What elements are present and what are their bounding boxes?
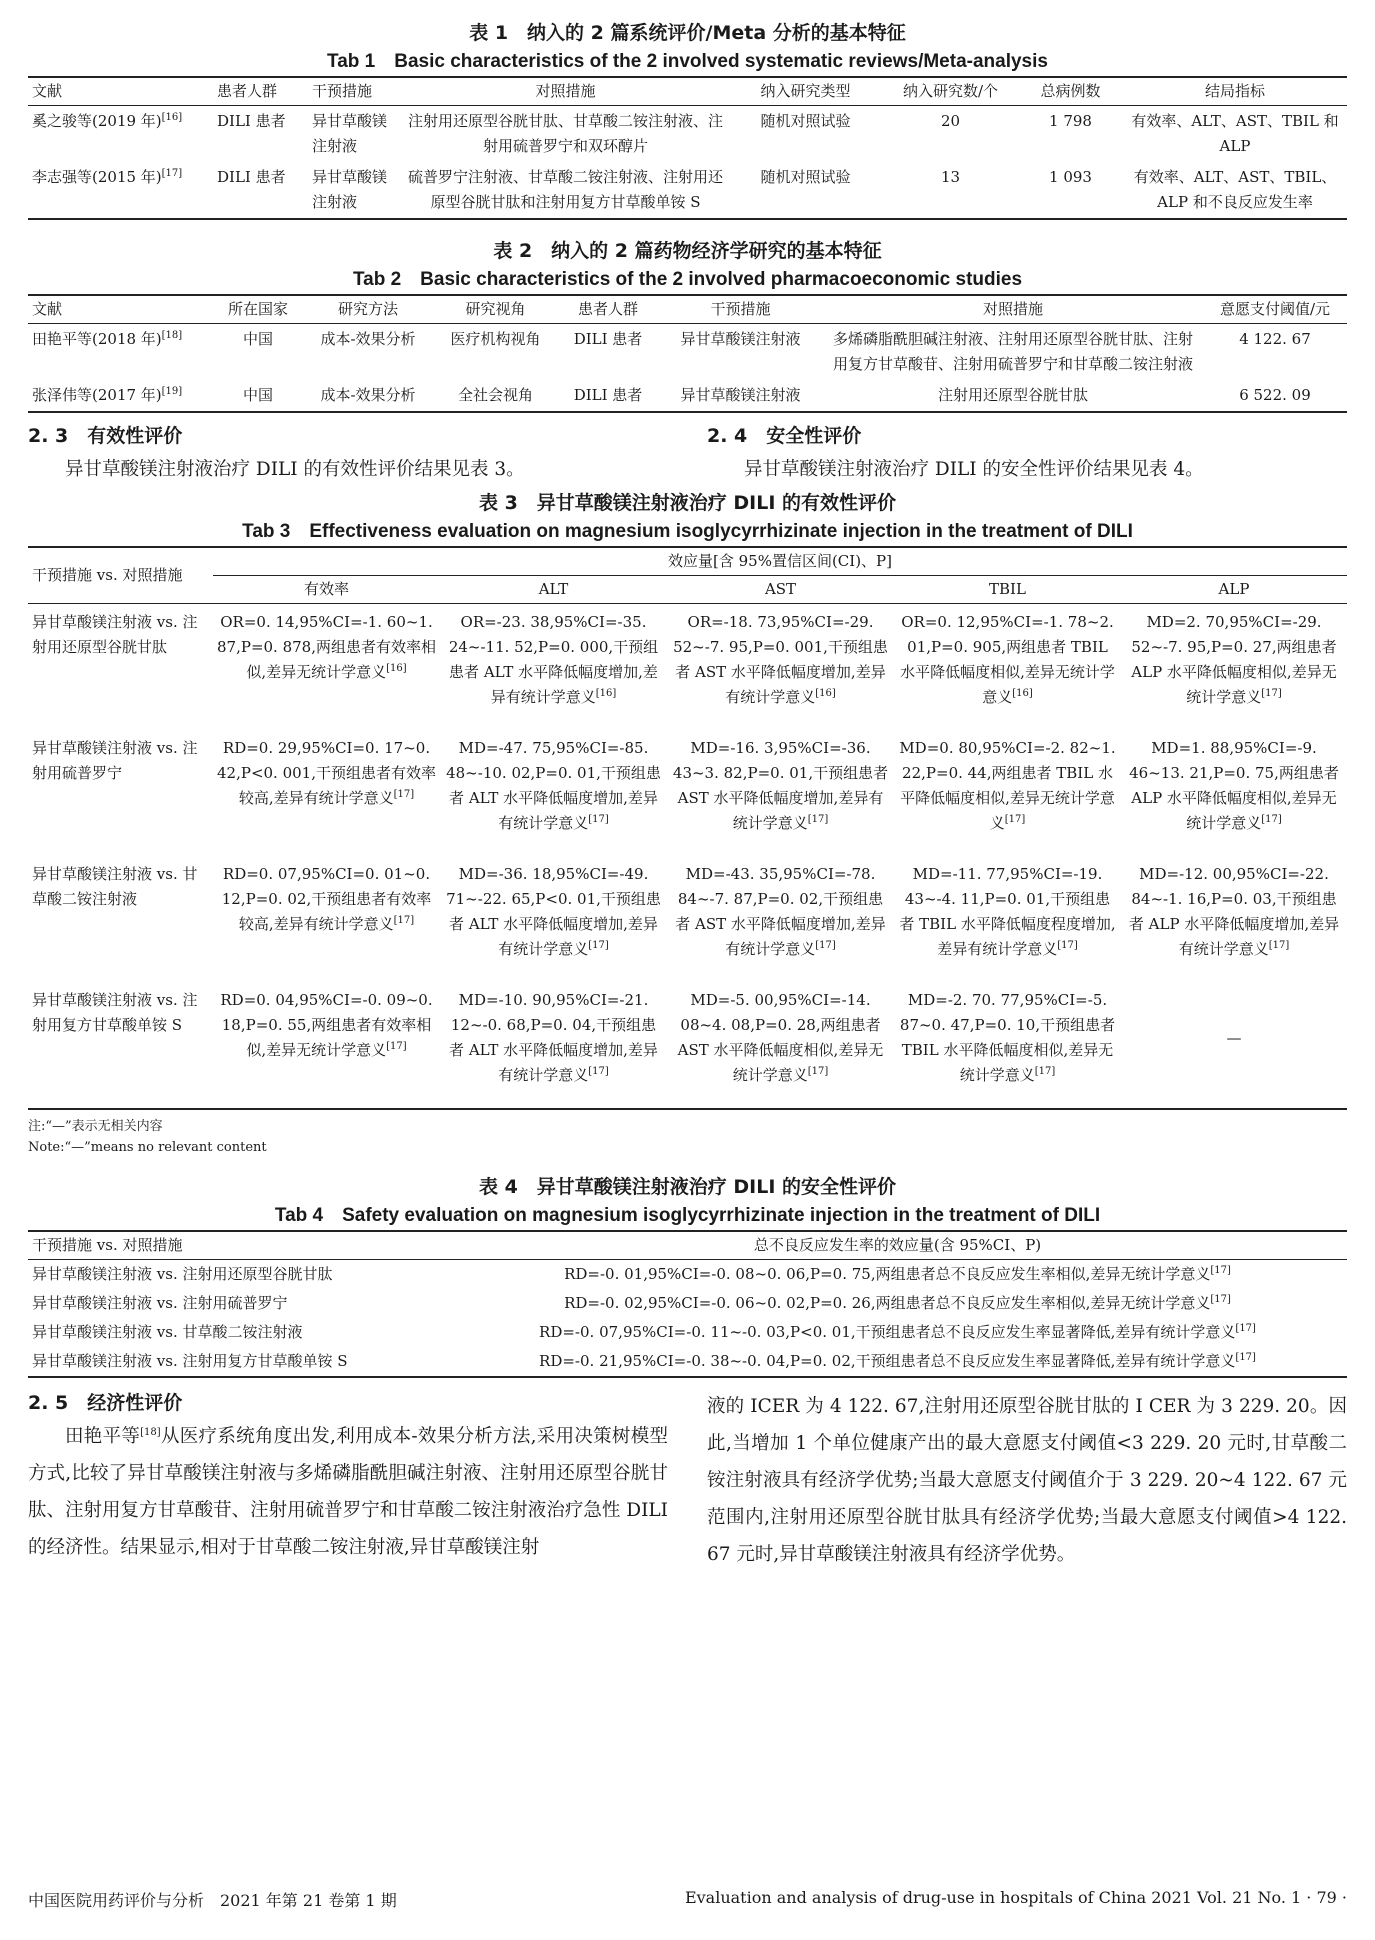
table1-cell: 异甘草酸镁注射液 [312,112,388,155]
table3-span-header: 效应量[含 95%置信区间(CI)、P] [213,547,1347,576]
table3-cell: RD=0. 29,95%CI=0. 17~0. 42,P<0. 001,干预组患者有效率较高,差异有统计学意义[17] [217,739,436,807]
section-2-5-para1: 田艳平等[18]从医疗系统角度出发,利用成本-效果分析方法,采用决策树模型方式,比较了异甘草酸镁注射液与多烯磷脂酰胆碱注射液、注射用还原型谷胱甘肽、注射用复方甘草酸苷、注射用硫普罗宁和甘草酸二铵注射液治疗急性 DILI 的经济性。结果显示,相对于甘草酸二铵注射液,异甘草酸镁注射 [28,1426,668,1558]
table3-row-label: 异甘草酸镁注射液 vs. 注射用还原型谷胱甘肽 [32,613,198,656]
table-row [28,982,1347,1109]
section-2-3-title: 2. 3 有效性评价 [28,425,183,447]
table1-header: 纳入研究类型 [728,77,883,106]
table1-header: 纳入研究数/个 [883,77,1018,106]
table3-subheader: ALP [1121,576,1347,604]
section-2-5-left [28,1388,668,1573]
table4-cell: RD=-0. 21,95%CI=-0. 38~-0. 04,P=0. 02,干预组患者总不良反应发生率显著降低,差异有统计学意义[17] [539,1352,1256,1370]
table1-header: 对照措施 [403,77,728,106]
footer-journal-cn: 中国医院用药评价与分析 2021 年第 21 卷第 1 期 [28,1891,397,1910]
table-row [28,1260,1347,1290]
table1 [28,76,1347,220]
table3-cell: MD=0. 80,95%CI=-2. 82~1. 22,P=0. 44,两组患者 TBIL 水平降低幅度相似,差异无统计学意义[17] [899,739,1116,832]
table2-header: 研究视角 [433,295,558,324]
table2-cell: 6 522. 09 [1239,386,1311,404]
table1-header-row [28,77,1347,106]
table4-cell: RD=-0. 07,95%CI=-0. 11~-0. 03,P<0. 01,干预组患者总不良反应发生率显著降低,差异有统计学意义[17] [539,1323,1256,1341]
table3-cell: MD=-16. 3,95%CI=-36. 43~3. 82,P=0. 01,干预组患者 AST 水平降低幅度增加,差异有统计学意义[17] [672,739,889,832]
table1-cell: 随机对照试验 [760,112,851,130]
footer-journal-en: Evaluation and analysis of drug-use in hospitals of China 2021 Vol. 21 No. 1 · 79 · [684,1888,1347,1907]
section-2-5-para2: 液的 ICER 为 4 122. 67,注射用还原型谷胱甘肽的 I CER 为 3 229. 20。因此,当增加 1 个单位健康产出的最大意愿支付阈值<3 229. 20 元时,甘草酸二铵注射液具有经济学优势;当最大意愿支付阈值介于 3 229. 20~4 122. 67 元范围内,注射用还原型谷胱甘肽具有经济学优势;当最大意愿支付阈值>4 122. 67 元时,异甘草酸镁注射液具有经济学优势。 [707,1396,1347,1565]
table2-cell: 成本-效果分析 [320,386,416,404]
table1-cell: 1 093 [1049,168,1092,186]
table4-row-label: 异甘草酸镁注射液 vs. 甘草酸二铵注射液 [32,1323,303,1341]
table2 [28,294,1347,413]
table2-cell: 中国 [242,330,273,348]
table1-cell: 有效率、ALT、AST、TBIL 和 ALP [1131,112,1339,155]
table3-cell: MD=-47. 75,95%CI=-85. 48~-10. 02,P=0. 01,干预组患者 ALT 水平降低幅度增加,差异有统计学意义[17] [446,739,661,832]
table2-cell: 医疗机构视角 [450,330,541,348]
table4-cell: RD=-0. 01,95%CI=-0. 08~0. 06,P=0. 75,两组患者总不良反应发生率相似,差异无统计学意义[17] [564,1265,1231,1283]
table3-subheader: ALT [440,576,667,604]
table-row [28,1289,1347,1318]
table1-cell-ref: 李志强等(2015 年)[17] [32,168,183,186]
table3-cell: MD=-43. 35,95%CI=-78. 84~-7. 87,P=0. 02,干预组患者 AST 水平降低幅度增加,差异有统计学意义[17] [675,865,886,958]
table2-cell: 多烯磷脂酰胆碱注射液、注射用还原型谷胱甘肽、注射用复方甘草酸苷、注射用硫普罗宁和甘草酸二铵注射液 [832,330,1193,373]
table2-cell-ref: 张泽伟等(2017 年)[19] [32,386,183,404]
page [28,18,1347,1573]
section-2-5-title: 2. 5 经济性评价 [28,1392,183,1414]
table3-cell: MD=1. 88,95%CI=-9. 46~13. 21,P=0. 75,两组患者 ALP 水平降低幅度相似,差异无统计学意义[17] [1129,739,1339,832]
table2-cell: 异甘草酸镁注射液 [680,330,801,348]
table-row [28,106,1347,163]
table2-cell: 成本-效果分析 [320,330,416,348]
table3-cell: OR=0. 14,95%CI=-1. 60~1. 87,P=0. 878,两组患者有效率相似,差异无统计学意义[16] [217,613,436,681]
table4 [28,1230,1347,1378]
table2-header: 文献 [28,295,213,324]
table2-header: 干预措施 [658,295,823,324]
table3-cell: OR=-18. 73,95%CI=-29. 52~-7. 95,P=0. 001,干预组患者 AST 水平降低幅度增加,差异有统计学意义[16] [673,613,888,706]
page-footer [28,1888,1347,1911]
table2-cell: 4 122. 67 [1239,330,1311,348]
table2-cell: DILI 患者 [573,386,643,404]
table2-header: 患者人群 [558,295,658,324]
sections-2-3-2-4 [28,421,1347,488]
table1-cell: 异甘草酸镁注射液 [312,168,388,211]
table3-header-row [28,547,1347,576]
table1-header: 结局指标 [1123,77,1347,106]
section-2-4 [707,421,1347,488]
table-row [28,1347,1347,1377]
table3-subheader: TBIL [894,576,1121,604]
section-2-3 [28,421,668,488]
table3-cell: RD=0. 07,95%CI=0. 01~0. 12,P=0. 02,干预组患者有效率较高,差异有统计学意义[17] [221,865,432,933]
table3-cell: MD=2. 70,95%CI=-29. 52~-7. 95,P=0. 27,两组患者 ALP 水平降低幅度相似,差异无统计学意义[17] [1131,613,1337,706]
table-row [28,730,1347,856]
table1-cell: DILI 患者 [217,112,286,130]
table3-cell: MD=-36. 18,95%CI=-49. 71~-22. 65,P<0. 01,干预组患者 ALT 水平降低幅度增加,差异有统计学意义[17] [446,865,661,958]
table3-row-label: 异甘草酸镁注射液 vs. 注射用硫普罗宁 [32,739,198,782]
table4-caption-en: Tab 4 Safety evaluation on magnesium isoglycyrrhizinate injection in the treatment of DILI [274,1205,1101,1226]
table4-row-label: 异甘草酸镁注射液 vs. 注射用复方甘草酸单铵 S [32,1352,348,1370]
table-row [28,604,1347,731]
table4-row-label: 异甘草酸镁注射液 vs. 注射用还原型谷胱甘肽 [32,1265,333,1283]
section-2-4-text: 异甘草酸镁注射液治疗 DILI 的安全性评价结果见表 4。 [744,459,1204,480]
table4-cell: RD=-0. 02,95%CI=-0. 06~0. 02,P=0. 26,两组患者总不良反应发生率相似,差异无统计学意义[17] [564,1294,1231,1312]
table3-notes [28,1116,1347,1158]
table2-cell: 中国 [242,386,273,404]
table2-cell-ref: 田艳平等(2018 年)[18] [32,330,183,348]
table2-caption-cn: 表 2 纳入的 2 篇药物经济学研究的基本特征 [493,240,882,262]
table1-cell-ref: 奚之骏等(2019 年)[16] [32,112,183,130]
table1-header: 文献 [28,77,213,106]
table4-header: 干预措施 vs. 对照措施 [28,1231,448,1260]
table3-caption-en: Tab 3 Effectiveness evaluation on magnesium isoglycyrrhizinate injection in the treatment of DILI [242,521,1133,542]
table-row [28,162,1347,219]
table2-header: 对照措施 [823,295,1203,324]
section-2-3-text: 异甘草酸镁注射液治疗 DILI 的有效性评价结果见表 3。 [65,459,525,480]
table3-cell: MD=-12. 00,95%CI=-22. 84~-1. 16,P=0. 03,干预组患者 ALP 水平降低幅度增加,差异有统计学意义[17] [1128,865,1340,958]
table3-note-cn: 注:“—”表示无相关内容 [28,1119,163,1134]
table2-cell: 异甘草酸镁注射液 [680,386,801,404]
table1-caption-en: Tab 1 Basic characteristics of the 2 involved systematic reviews/Meta-analysis [327,51,1048,72]
table1-cell: 20 [940,112,961,130]
table3-note-en: Note:“—”means no relevant content [28,1140,267,1155]
table3-cell: — [1226,1028,1242,1047]
table4-row-label: 异甘草酸镁注射液 vs. 注射用硫普罗宁 [32,1294,288,1312]
section-2-4-title: 2. 4 安全性评价 [707,425,862,447]
table3-row-label: 异甘草酸镁注射液 vs. 甘草酸二铵注射液 [32,865,198,908]
table3-cell: MD=-2. 70. 77,95%CI=-5. 87~0. 47,P=0. 10,干预组患者 TBIL 水平降低幅度相似,差异无统计学意义[17] [899,991,1116,1084]
table3-row-label: 异甘草酸镁注射液 vs. 注射用复方甘草酸单铵 S [32,991,198,1034]
table1-header: 患者人群 [213,77,308,106]
table2-header: 所在国家 [213,295,303,324]
table1-header: 总病例数 [1018,77,1123,106]
table1-cell: 硫普罗宁注射液、甘草酸二铵注射液、注射用还原型谷胱甘肽和注射用复方甘草酸单铵 S [407,168,723,211]
table3-cell: MD=-11. 77,95%CI=-19. 43~-4. 11,P=0. 01,干预组患者 TBIL 水平降低幅度程度增加,差异有统计学意义[17] [899,865,1116,958]
table3-subheader: AST [667,576,894,604]
table2-header: 意愿支付阈值/元 [1203,295,1347,324]
table-row [28,856,1347,982]
table1-cell: 有效率、ALT、AST、TBIL、ALP 和不良反应发生率 [1133,168,1337,211]
table1-cell: 随机对照试验 [760,168,851,186]
table3-caption-cn: 表 3 异甘草酸镁注射液治疗 DILI 的有效性评价 [478,492,897,514]
table-row [28,380,1347,412]
table1-cell: 1 798 [1049,112,1092,130]
table3-subheader-row [28,576,1347,604]
table2-cell: 注射用还原型谷胱甘肽 [937,386,1088,404]
table4-header-row [28,1231,1347,1260]
table4-caption-cn: 表 4 异甘草酸镁注射液治疗 DILI 的安全性评价 [478,1176,897,1198]
table3-cell: OR=-23. 38,95%CI=-35. 24~-11. 52,P=0. 000,干预组患者 ALT 水平降低幅度增加,差异有统计学意义[16] [448,613,659,706]
table3 [28,546,1347,1110]
table-row [28,1318,1347,1347]
table3-cell: MD=-10. 90,95%CI=-21. 12~-0. 68,P=0. 04,干预组患者 ALT 水平降低幅度增加,差异有统计学意义[17] [449,991,658,1084]
table-row [28,324,1347,381]
table2-header: 研究方法 [303,295,433,324]
table3-subheader: 有效率 [213,576,440,604]
table3-cell: RD=0. 04,95%CI=-0. 09~0. 18,P=0. 55,两组患者有效率相似,差异无统计学意义[17] [220,991,433,1059]
table2-header-row [28,295,1347,324]
table1-header: 干预措施 [308,77,403,106]
table1-caption-cn: 表 1 纳入的 2 篇系统评价/Meta 分析的基本特征 [469,22,906,44]
section-2-5-right [707,1388,1347,1573]
table2-cell: DILI 患者 [573,330,643,348]
table2-cell: 全社会视角 [457,386,533,404]
table1-cell: 注射用还原型谷胱甘肽、甘草酸二铵注射液、注射用硫普罗宁和双环醇片 [407,112,723,155]
table3-cell: MD=-5. 00,95%CI=-14. 08~4. 08,P=0. 28,两组患者 AST 水平降低幅度相似,差异无统计学意义[17] [677,991,884,1084]
table1-cell: DILI 患者 [217,168,286,186]
section-2-5 [28,1388,1347,1573]
table2-caption-en: Tab 2 Basic characteristics of the 2 involved pharmacoeconomic studies [352,269,1023,290]
table3-header-col0: 干预措施 vs. 对照措施 [28,547,213,604]
table4-header: 总不良反应发生率的效应量(含 95%CI、P) [448,1231,1347,1260]
table1-cell: 13 [940,168,961,186]
table3-cell: OR=0. 12,95%CI=-1. 78~2. 01,P=0. 905,两组患者 TBIL 水平降低幅度相似,差异无统计学意义[16] [900,613,1115,706]
